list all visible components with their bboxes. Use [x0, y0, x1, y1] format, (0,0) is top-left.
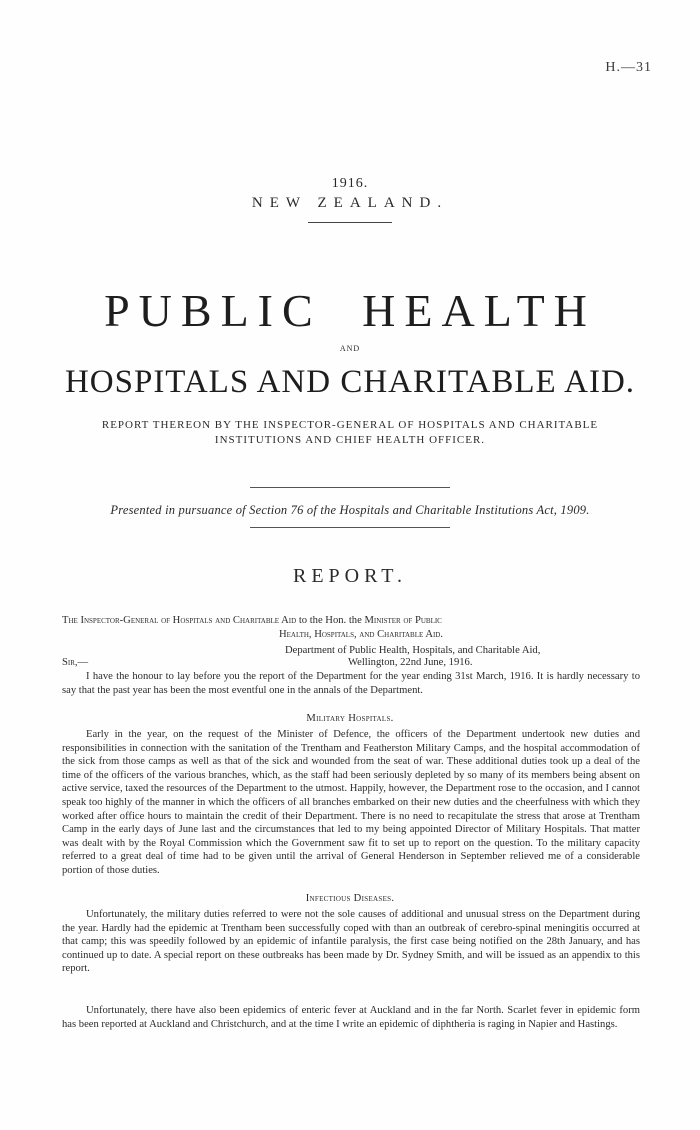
page-reference: H.—31	[605, 60, 652, 75]
paragraph	[62, 1004, 640, 1031]
main-title: PUBLIC HEALTH	[104, 285, 596, 336]
section-heading: Infectious Diseases.	[305, 893, 395, 904]
sub-title: HOSPITALS AND CHARITABLE AID.	[64, 364, 636, 400]
address-line-1: The Inspector-General of Hospitals and Charitable Aid to the Hon. the Minister of Public	[62, 615, 442, 626]
date-line: Wellington, 22nd June, 1916.	[348, 657, 473, 668]
salutation: Sir,—	[62, 657, 89, 668]
address-block	[62, 614, 640, 641]
address-line-2: Health, Hospitals, and Charitable Aid.	[278, 628, 444, 640]
department-line: Department of Public Health, Hospitals, and Charitable Aid,	[285, 645, 541, 656]
report-description-line-2: INSTITUTIONS AND CHIEF HEALTH OFFICER.	[214, 434, 486, 446]
paragraph-text: Early in the year, on the request of the Minister of Defence, the officers of the Department undertook new duties and responsibilities in connection with the sanitation of the Trentham and Featherston Military Camps, and the hospital accommodation of the sick from those camps as well as that of the sick and wounded from the seat of war. These additional duties took up a deal of the time of the officers of the various branches, which, as the staff had been seriously depleted by so many of its members being absent on active service, taxed the resources of the Department to the utmost. Happily, however, the Department rose to the occasion, and I cannot speak too highly of the manner in which the officers of all branches embarked on their new duties and the cheerfulness with which they worked after office hours to maintain the credit of their Department. There is no need to recapitulate the stress that arose at Trentham Camp in the early days of June last and the circumstances that led to my being appointed Director of Military Hospitals. That matter was dealt with by the Royal Commission which the Government saw fit to set up to report on the question. To the military capacity referred to a great deal of time had to be given until the arrival of General Henderson in September relieved me of a considerable portion of those duties.	[62, 729, 640, 876]
report-description	[60, 418, 640, 448]
title-connector: AND	[339, 344, 361, 353]
paragraph	[62, 728, 640, 878]
address-to: Minister of Public	[364, 615, 442, 626]
report-heading: REPORT.	[293, 565, 407, 587]
report-description-line-1: REPORT THEREON BY THE INSPECTOR-GENERAL OF HOSPITALS AND CHARITABLE	[101, 419, 599, 431]
section-heading: Military Hospitals.	[306, 713, 394, 724]
paragraph-text: Unfortunately, the military duties referred to were not the sole causes of additional and unusual stress on the Department during the year. Hardly had the epidemic at Trentham been successfully coped with than an outbreak of cerebro-spinal meningitis occurred at that camp; this was speedily followed by an epidemic of infantile paralysis, the first case being notified on the 28th January, and has continued up to date. A special report on these outbreaks has been made by Dr. Sydney Smith, and will be issued as an appendix to this report.	[62, 909, 640, 975]
divider-rule	[250, 487, 450, 488]
presented-note: Presented in pursuance of Section 76 of the Hospitals and Charitable Institutions Act, 1909.	[110, 503, 590, 517]
country: NEW ZEALAND.	[251, 195, 449, 211]
paragraph	[62, 908, 640, 976]
year: 1916.	[331, 176, 369, 191]
divider-rule	[308, 222, 392, 223]
address-from: The Inspector-General of Hospitals and Charitable Aid	[62, 615, 297, 626]
paragraph-text: Unfortunately, there have also been epidemics of enteric fever at Auckland and in the far North. Scarlet fever in epidemic form has been reported at Auckland and Christchurch, and at the time I write an epidemic of diphtheria is raging in Napier and Hastings.	[62, 1005, 640, 1030]
divider-rule	[250, 527, 450, 528]
paragraph-text: I have the honour to lay before you the report of the Department for the year ending 31st March, 1916. It is hardly necessary to say that the past year has been the most eventful one in the annals of the Department.	[62, 671, 640, 696]
paragraph	[62, 670, 640, 697]
